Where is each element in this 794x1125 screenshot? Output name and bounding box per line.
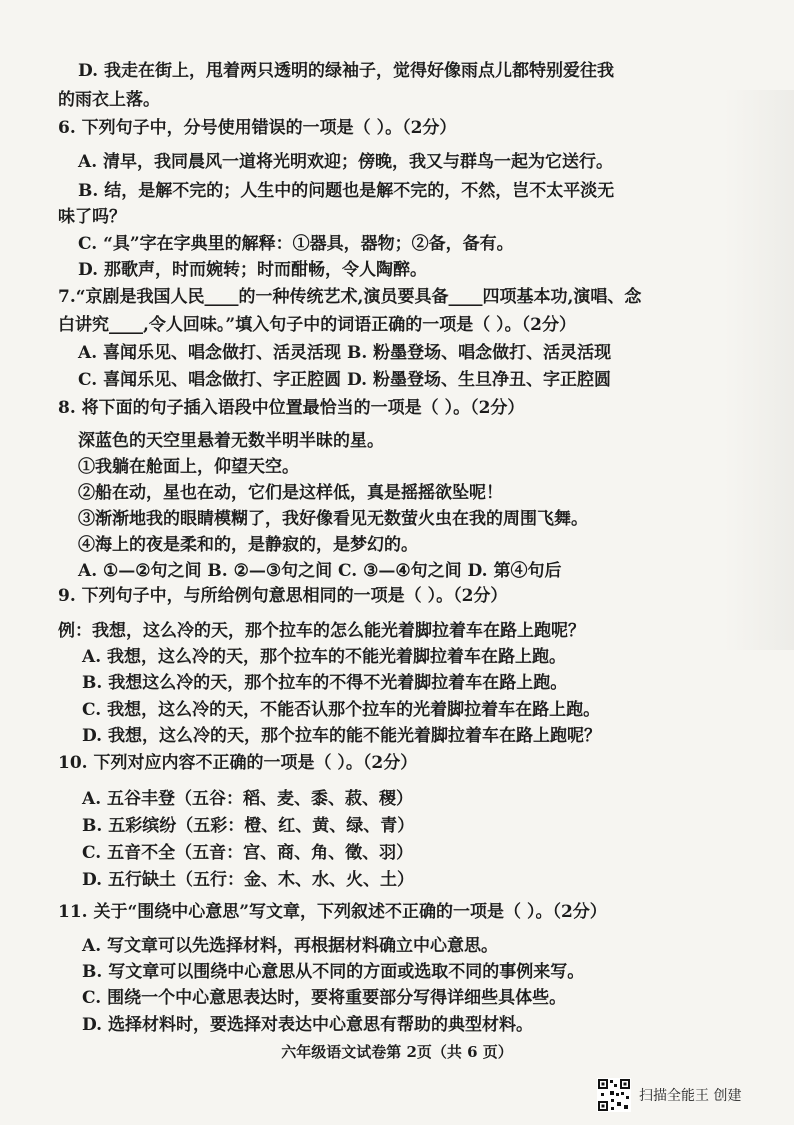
passage-8-2: ②船在动，星也在动，它们是这样低，真是摇摇欲坠呢！ [78,483,503,503]
scan-shadow [724,90,794,650]
question-9: 9. 下列句子中，与所给例句意思相同的一项是（ ）。（2分） [58,586,508,606]
option-5d-line2: 的雨衣上落。 [58,90,160,110]
option-9d: D. 我想，这么冷的天，那个拉车的能不能光着脚拉着车在路上跑呢？ [82,726,601,746]
qr-code-icon [597,1078,631,1112]
option-9c: C. 我想，这么冷的天，不能否认那个拉车的光着脚拉着车在路上跑。 [82,700,601,720]
scanner-watermark [597,1078,741,1112]
options-7-row2: C. 喜闻乐见、唱念做打、字正腔圆 D. 粉墨登场、生旦净丑、字正腔圆 [78,370,611,390]
question-6: 6. 下列句子中，分号使用错误的一项是（ ）。（2分） [58,118,457,138]
option-9b: B. 我想这么冷的天，那个拉车的不得不光着脚拉着车在路上跑。 [82,673,568,693]
option-11b: B. 写文章可以围绕中心意思从不同的方面或选取不同的事例来写。 [82,962,585,982]
question-10: 10. 下列对应内容不正确的一项是（ ）。（2分） [58,753,418,773]
option-6c: C. “具”字在字典里的解释：①器具，器物；②备，备有。 [78,234,514,254]
passage-8-3: ③渐渐地我的眼睛模糊了，我好像看见无数萤火虫在我的周围飞舞。 [78,509,588,529]
example-9: 例：我想，这么冷的天，那个拉车的怎么能光着脚拉着车在路上跑呢？ [58,621,585,641]
options-8: A. ①—②句之间 B. ②—③句之间 C. ③—④句之间 D. 第④句后 [78,561,562,581]
question-7-line2: 白讲究____,令人回味。”填入句子中的词语正确的一项是（ ）。（2分） [58,315,576,335]
question-11: 11. 关于“围绕中心意思”写文章，下列叙述不正确的一项是（ ）。（2分） [58,902,607,922]
option-6b-line2: 味了吗？ [58,207,126,227]
option-10d: D. 五行缺土（五行：金、木、水、火、土） [82,870,414,890]
page-footer: 六年级语文试卷第 2页（共 6 页） [281,1043,513,1061]
option-10a: A. 五谷丰登（五谷：稻、麦、黍、菽、稷） [82,789,414,809]
option-6d: D. 那歌声，时而婉转；时而酣畅，令人陶醉。 [78,260,427,280]
option-9a: A. 我想，这么冷的天，那个拉车的不能光着脚拉着车在路上跑。 [82,647,567,667]
option-5d-line1: D. 我走在街上，甩着两只透明的绿袖子，觉得好像雨点儿都特别爱往我 [78,61,614,81]
question-8-sentence: 深蓝色的天空里悬着无数半明半昧的星。 [78,431,384,451]
option-11d: D. 选择材料时，要选择对表达中心意思有帮助的典型材料。 [82,1015,533,1035]
option-10b: B. 五彩缤纷（五彩：橙、红、黄、绿、青） [82,816,415,836]
passage-8-4: ④海上的夜是柔和的，是静寂的，是梦幻的。 [78,535,418,555]
option-11c: C. 围绕一个中心意思表达时，要将重要部分写得详细些具体些。 [82,988,567,1008]
question-8: 8. 将下面的句子插入语段中位置最恰当的一项是（ ）。（2分） [58,398,525,418]
option-11a: A. 写文章可以先选择材料，再根据材料确立中心意思。 [82,936,499,956]
watermark-text: 扫描全能王 创建 [639,1088,742,1104]
passage-8-1: ①我躺在舱面上，仰望天空。 [78,457,299,477]
options-7-row1: A. 喜闻乐见、唱念做打、活灵活现 B. 粉墨登场、唱念做打、活灵活现 [78,343,612,363]
option-10c: C. 五音不全（五音：宫、商、角、徵、羽） [82,843,414,863]
option-6b-line1: B. 结，是解不完的；人生中的问题也是解不完的，不然，岂不太平淡无 [78,181,615,201]
option-6a: A. 清早，我同晨风一道将光明欢迎；傍晚，我又与群鸟一起为它送行。 [78,152,614,172]
question-7-line1: 7.“京剧是我国人民____的一种传统艺术,演员要具备____四项基本功,演唱、念 [58,287,642,307]
